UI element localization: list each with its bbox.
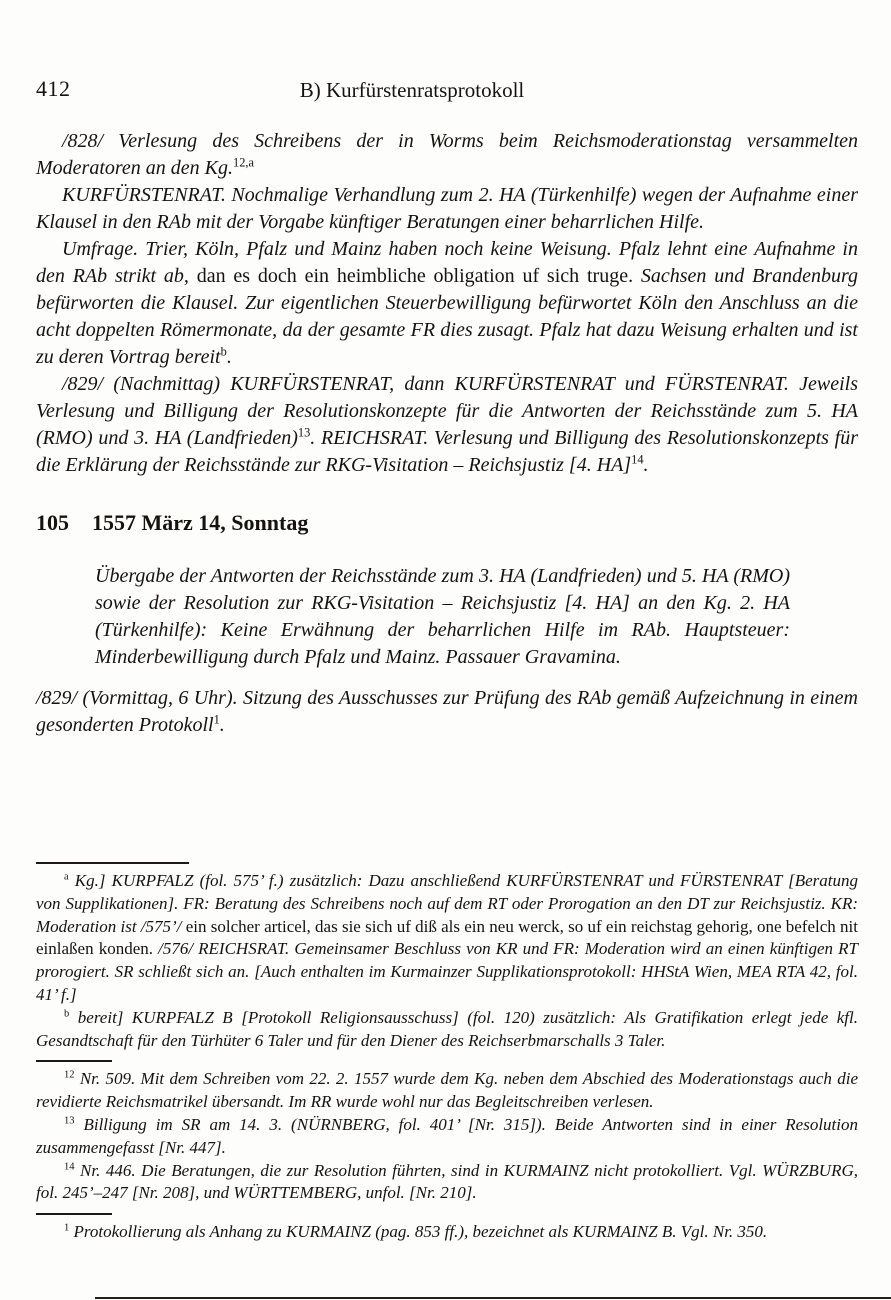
footnote-14: $^{14}$ Nr. 446. Die Beratungen, die zur Resolution führten, sind in KURMAINZ nicht protokolliert. Vgl. WÜRZBURG, fol. 245’–247 [Nr. 208], und WÜRTTEMBERG, unfol. [Nr. 210]. xyxy=(36,1160,858,1203)
footnote-area xyxy=(36,862,858,1244)
footnote-b: $^b$ bereit] KURPFALZ B [Protokoll Religionsausschuss] (fol. 120) zusätzlich: Als Gratifikation erlegt jede kfl. Gesandtschaft für den Türhüter 6 Taler und für den Diener des Reichserbmarschalls 3 Taler. xyxy=(36,1007,858,1050)
paragraph-829-nachmittag: /829/ (Nachmittag) KURFÜRSTENRAT, dann KURFÜRSTENRAT und FÜRSTENRAT. Jeweils Verlesung und Billigung der Resolutionskonzepte für die Antworten der Reichsstände zum 5. HA (RMO) und 3. HA (Landfrieden)$^{13}$. REICHSRAT. Verlesung und Billigung des Resolutionskonzepts für die Erklärung der Reichsstände zur RKG-Visitation – Reichsjustiz [4. HA]$^{14}$. xyxy=(36,373,858,476)
page-bottom-edge-line xyxy=(95,1297,891,1299)
paragraph-828-verlesung: /828/ Verlesung des Schreibens der in Worms beim Reichsmoderationstag versammelten Moderatoren an den Kg.$^{12,a}$ xyxy=(36,130,858,179)
page-content xyxy=(36,76,858,739)
footnote-1: $^1$ Protokollierung als Anhang zu KURMAINZ (pag. 853 ff.), bezeichnet als KURMAINZ B. Vgl. Nr. 350. xyxy=(64,1222,768,1242)
footnote-12: $^{12}$ Nr. 509. Mit dem Schreiben vom 22. 2. 1557 wurde dem Kg. neben dem Abschied des Moderationstags auch die revidierte Reichsmatrikel übersandt. Im RR wurde wohl nur das Begleitschreiben verlesen. xyxy=(36,1069,858,1112)
section-number: 105 xyxy=(36,510,69,535)
paragraph-umfrage: Umfrage. Trier, Köln, Pfalz und Mainz haben noch keine Weisung. Pfalz lehnt eine Aufnahme in den RAb strikt ab, dan es doch ein heimbliche obligation uf sich truge. Sachsen und Brandenburg befürworten die Klausel. Zur eigentlichen Steuerbewilligung befürwortet Köln den Anschluss an die acht doppelten Römermonate, da der gesamte FR dies zusagt. Pfalz hat dazu Weisung erhalten und ist zu deren Vortrag bereit$^b$. xyxy=(36,238,858,368)
section-title: 1557 März 14, Sonntag xyxy=(92,510,309,535)
section-heading xyxy=(36,509,858,537)
footnote-13: $^{13}$ Billigung im SR am 14. 3. (NÜRNBERG, fol. 401’ [Nr. 315]). Beide Antworten sind in einer Resolution zusammengefasst [Nr. 447]. xyxy=(36,1114,858,1157)
footnote-separator-letters xyxy=(36,862,189,864)
footnote-separator-numbers xyxy=(36,1060,112,1062)
paragraph-kurfuerstenrat: KURFÜRSTENRAT. Nochmalige Verhandlung zum 2. HA (Türkenhilfe) wegen der Aufnahme einer Klausel in den RAb mit der Vorgabe künftiger Beratungen einer beharrlichen Hilfe. xyxy=(36,184,858,233)
paragraph-829-vormittag: /829/ (Vormittag, 6 Uhr). Sitzung des Ausschusses zur Prüfung des RAb gemäß Aufzeichnung in einem gesonderten Protokoll$^1$. xyxy=(36,687,858,736)
page-number: 412 xyxy=(36,76,71,101)
footnote-separator-protocol xyxy=(36,1213,112,1215)
section-summary-paragraph: Übergabe der Antworten der Reichsstände zum 3. HA (Landfrieden) und 5. HA (RMO) sowie der Resolution zur RKG-Visitation – Reichsjustiz [4. HA] an den Kg. 2. HA (Türkenhilfe): Keine Erwähnung der beharrlichen Hilfe im RAb. Hauptsteuer: Minderbewilligung durch Pfalz und Mainz. Passauer Gravamina. xyxy=(95,565,790,668)
running-header-title: B) Kurfürstenratsprotokoll xyxy=(299,78,525,102)
footnote-a: $^a$ Kg.] KURPFALZ (fol. 575’ f.) zusätzlich: Dazu anschließend KURFÜRSTENRAT und FÜRSTENRAT [Beratung von Supplikationen]. FR: Beratung des Schreibens noch auf dem RT oder Prorogation an den DT zur Reichsjustiz. KR: Moderation ist /575’/ ein solcher articel, das sie sich uf diß als ein neu werck, so uf ein reichstag gehorig, one befelch nit einlaßen konden. /576/ REICHSRAT. Gemeinsamer Beschluss von KR und FR: Moderation wird an einen künftigen RT prorogiert. SR schließt sich an. [Auch enthalten im Kurmainzer Supplikationsprotokoll: HHStA Wien, MEA RTA 42, fol. 41’ f.] xyxy=(36,871,858,1004)
running-header xyxy=(36,76,858,102)
